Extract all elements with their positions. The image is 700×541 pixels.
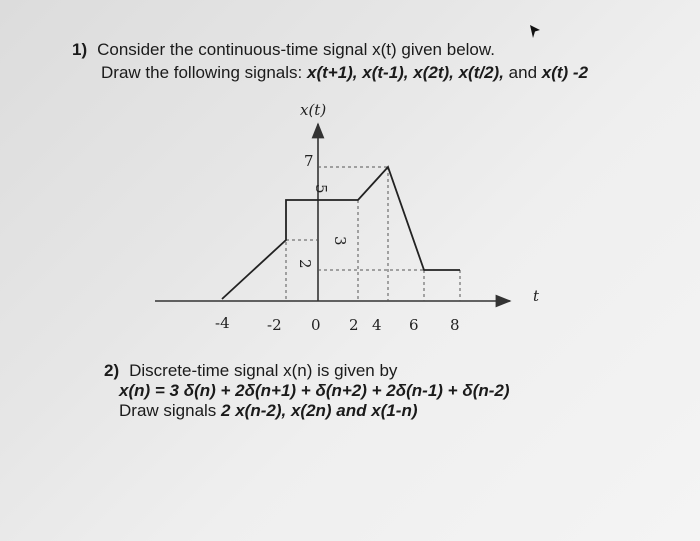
question-1-and: and (503, 63, 542, 82)
x-tick-neg4: -4 (215, 314, 230, 332)
x-tick-6: 6 (409, 316, 419, 334)
question-2-line-3 (119, 401, 418, 421)
question-1-number: 1) (72, 40, 88, 59)
y-label-7: 7 (304, 152, 314, 170)
x-axis-label: t (533, 287, 540, 305)
y-label-3: 3 (331, 236, 349, 246)
y-label-2: 2 (296, 259, 314, 269)
question-2-signals: 2 x(n-2), x(2n) and x(1-n) (221, 401, 418, 420)
x-tick-8: 8 (450, 316, 460, 334)
question-2-line-1 (104, 361, 397, 381)
question-2-equation: x(n) = 3 δ(n) + 2δ(n+1) + δ(n+2) + 2δ(n-1) + δ(n-2) (119, 381, 510, 400)
question-2-number: 2) (104, 361, 120, 380)
question-2-statement: Discrete-time signal x(n) is given by (129, 361, 398, 380)
question-2-instruction: Draw signals (119, 401, 222, 420)
x-tick-2: 2 (349, 316, 359, 334)
x-tick-0: 0 (311, 316, 321, 334)
question-1-last-signal: x(t) -2 (541, 63, 589, 82)
question-1-signals: x(t+1), x(t-1), x(2t), x(t/2), (306, 63, 504, 82)
signal-curve (222, 167, 460, 299)
y-label-5: 5 (312, 184, 330, 194)
x-tick-neg2: -2 (267, 316, 282, 334)
x-tick-4: 4 (372, 316, 382, 334)
question-1-statement: Consider the continuous-time signal x(t) given below. (97, 40, 495, 59)
question-1-instruction: Draw the following signals: (101, 63, 307, 82)
y-axis-label: x(t) (300, 101, 327, 119)
